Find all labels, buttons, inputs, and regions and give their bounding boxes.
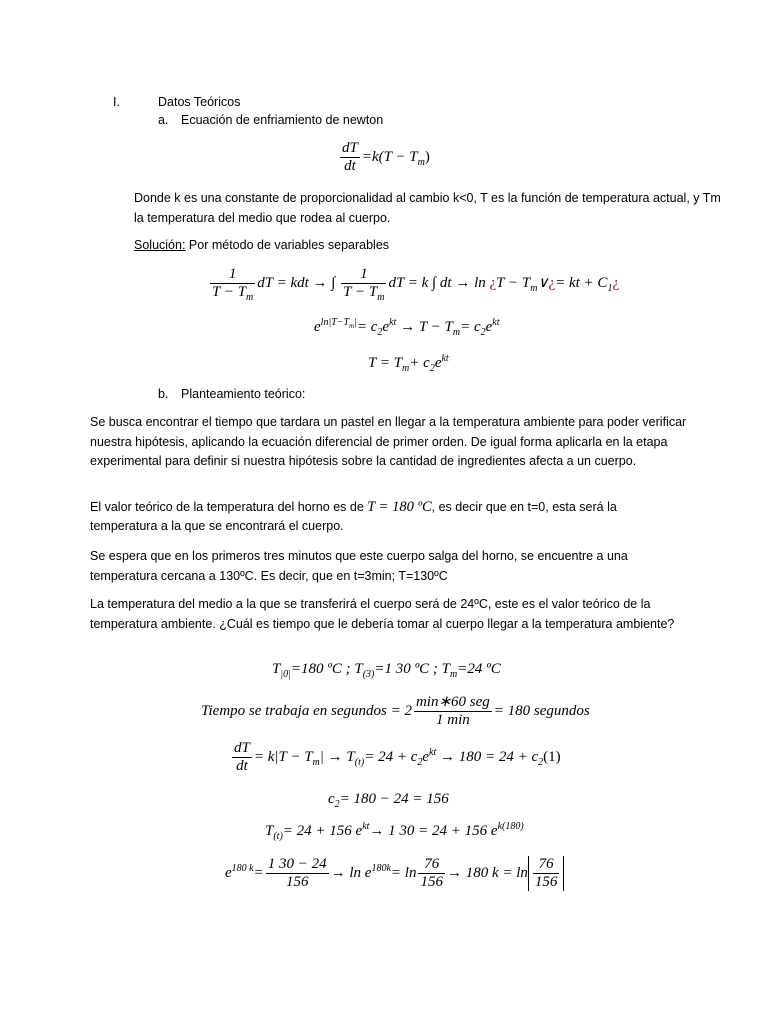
item-letter-b: b. [158, 387, 169, 401]
solucion-line [134, 236, 389, 255]
paragraph-donde: Donde k es una constante de proporcionalidad al cambio k<0, T es la función de temperatura actual, y Tm la temperatura del medio que rodea al cuerpo. [134, 191, 721, 225]
equation-temperatures: $T_{|0|}=180$ ºC ; $T_{(3)}=1$ 30 ºC ; $T_m=24$ ºC [272, 661, 501, 680]
section-numeral: I. [113, 95, 120, 109]
equation-c2: $c_2= 180 - 24 = 156$ [328, 791, 449, 810]
paragraph-valor-line2: temperatura a la que se encontrará el cuerpo. [90, 519, 344, 533]
item-title-a: Ecuación de enfriamiento de newton [181, 113, 384, 127]
equation-differential: $\frac{dT}{dt}$ = $k|T - T_m| \to T_{(t)}= 24 + c_2e^{kt} \to 180 = 24 + c_2(1)$ [234, 740, 561, 774]
equation-exponential: $e^{ln|T-T_m|}= c_2e^{kt} \to T - T_m= c_2e^{kt}$ [314, 317, 500, 338]
equation-t-of-t: $T_{(t)}= 24 + 156$ $e^{kt}\to 1$ 30 = 24 + 156 $e^{k(180)}$ [265, 821, 524, 842]
solucion-text: Por método de variables separables [185, 238, 390, 252]
solucion-label: Solución: [134, 238, 186, 252]
equation-logarithm: $e^{180 k}=$ $\frac{1 30 - 24}{156}$ → $\ln e^{180k}= \ln$ $\frac{76}{156}$ → 180 k = ln $\frac{76}{156}$ [225, 856, 564, 891]
equation-general-solution: $T = T_m+ c_2e^{kt}$ [368, 353, 449, 374]
item-title-b: Planteamiento teórico: [181, 387, 306, 401]
paragraph-espera: Se espera que en los primeros tres minutos que este cuerpo salga del horno, se encuentre a una temperatura cercana a 130ºC. Es decir, que en t=3min; T=130ºC [90, 549, 628, 583]
section-title: Datos Teóricos [158, 95, 241, 109]
equation-tiempo: Tiempo se trabaja en segundos = 2 $\frac{\text{min∗60 seg}}{1 \min}$ = 180 segundos [201, 694, 590, 728]
paragraph-medio: La temperatura del medio a la que se transferirá el cuerpo será de 24ºC, este es el valor teórico de la temperatura ambiente. ¿Cuál es tiempo que le debería tomar al cuerpo llegar a la temperatura ambiente? [90, 597, 675, 631]
equation-newton: $\frac{dT}{dt}$ $=k(T - T_m)$ [342, 140, 430, 174]
equation-separation: $\frac{1}{T - T_m}$ dT = kdt → ∫ $\frac{1}{T - T_m}$ dT = k ∫ dt → ln ¿$T - T_m\vee¿=$ kt + $C_1¿$ [212, 266, 620, 303]
item-letter-a: a. [158, 113, 169, 127]
paragraph-valor-line1: El valor teórico de la temperatura del horno es de T = 180 ºC, es decir que en t=0, esta será la [90, 499, 617, 515]
paragraph-busca: Se busca encontrar el tiempo que tardara un pastel en llegar a la temperatura ambiente para poder verificar nuestra hipótesis, aplicando la ecuación diferencial de primer orden. De igual forma aplicarla en la etapa experimental para definir si nuestra hipótesis sobre la cantidad de ingredientes afecta a un cuerpo. [90, 415, 687, 468]
